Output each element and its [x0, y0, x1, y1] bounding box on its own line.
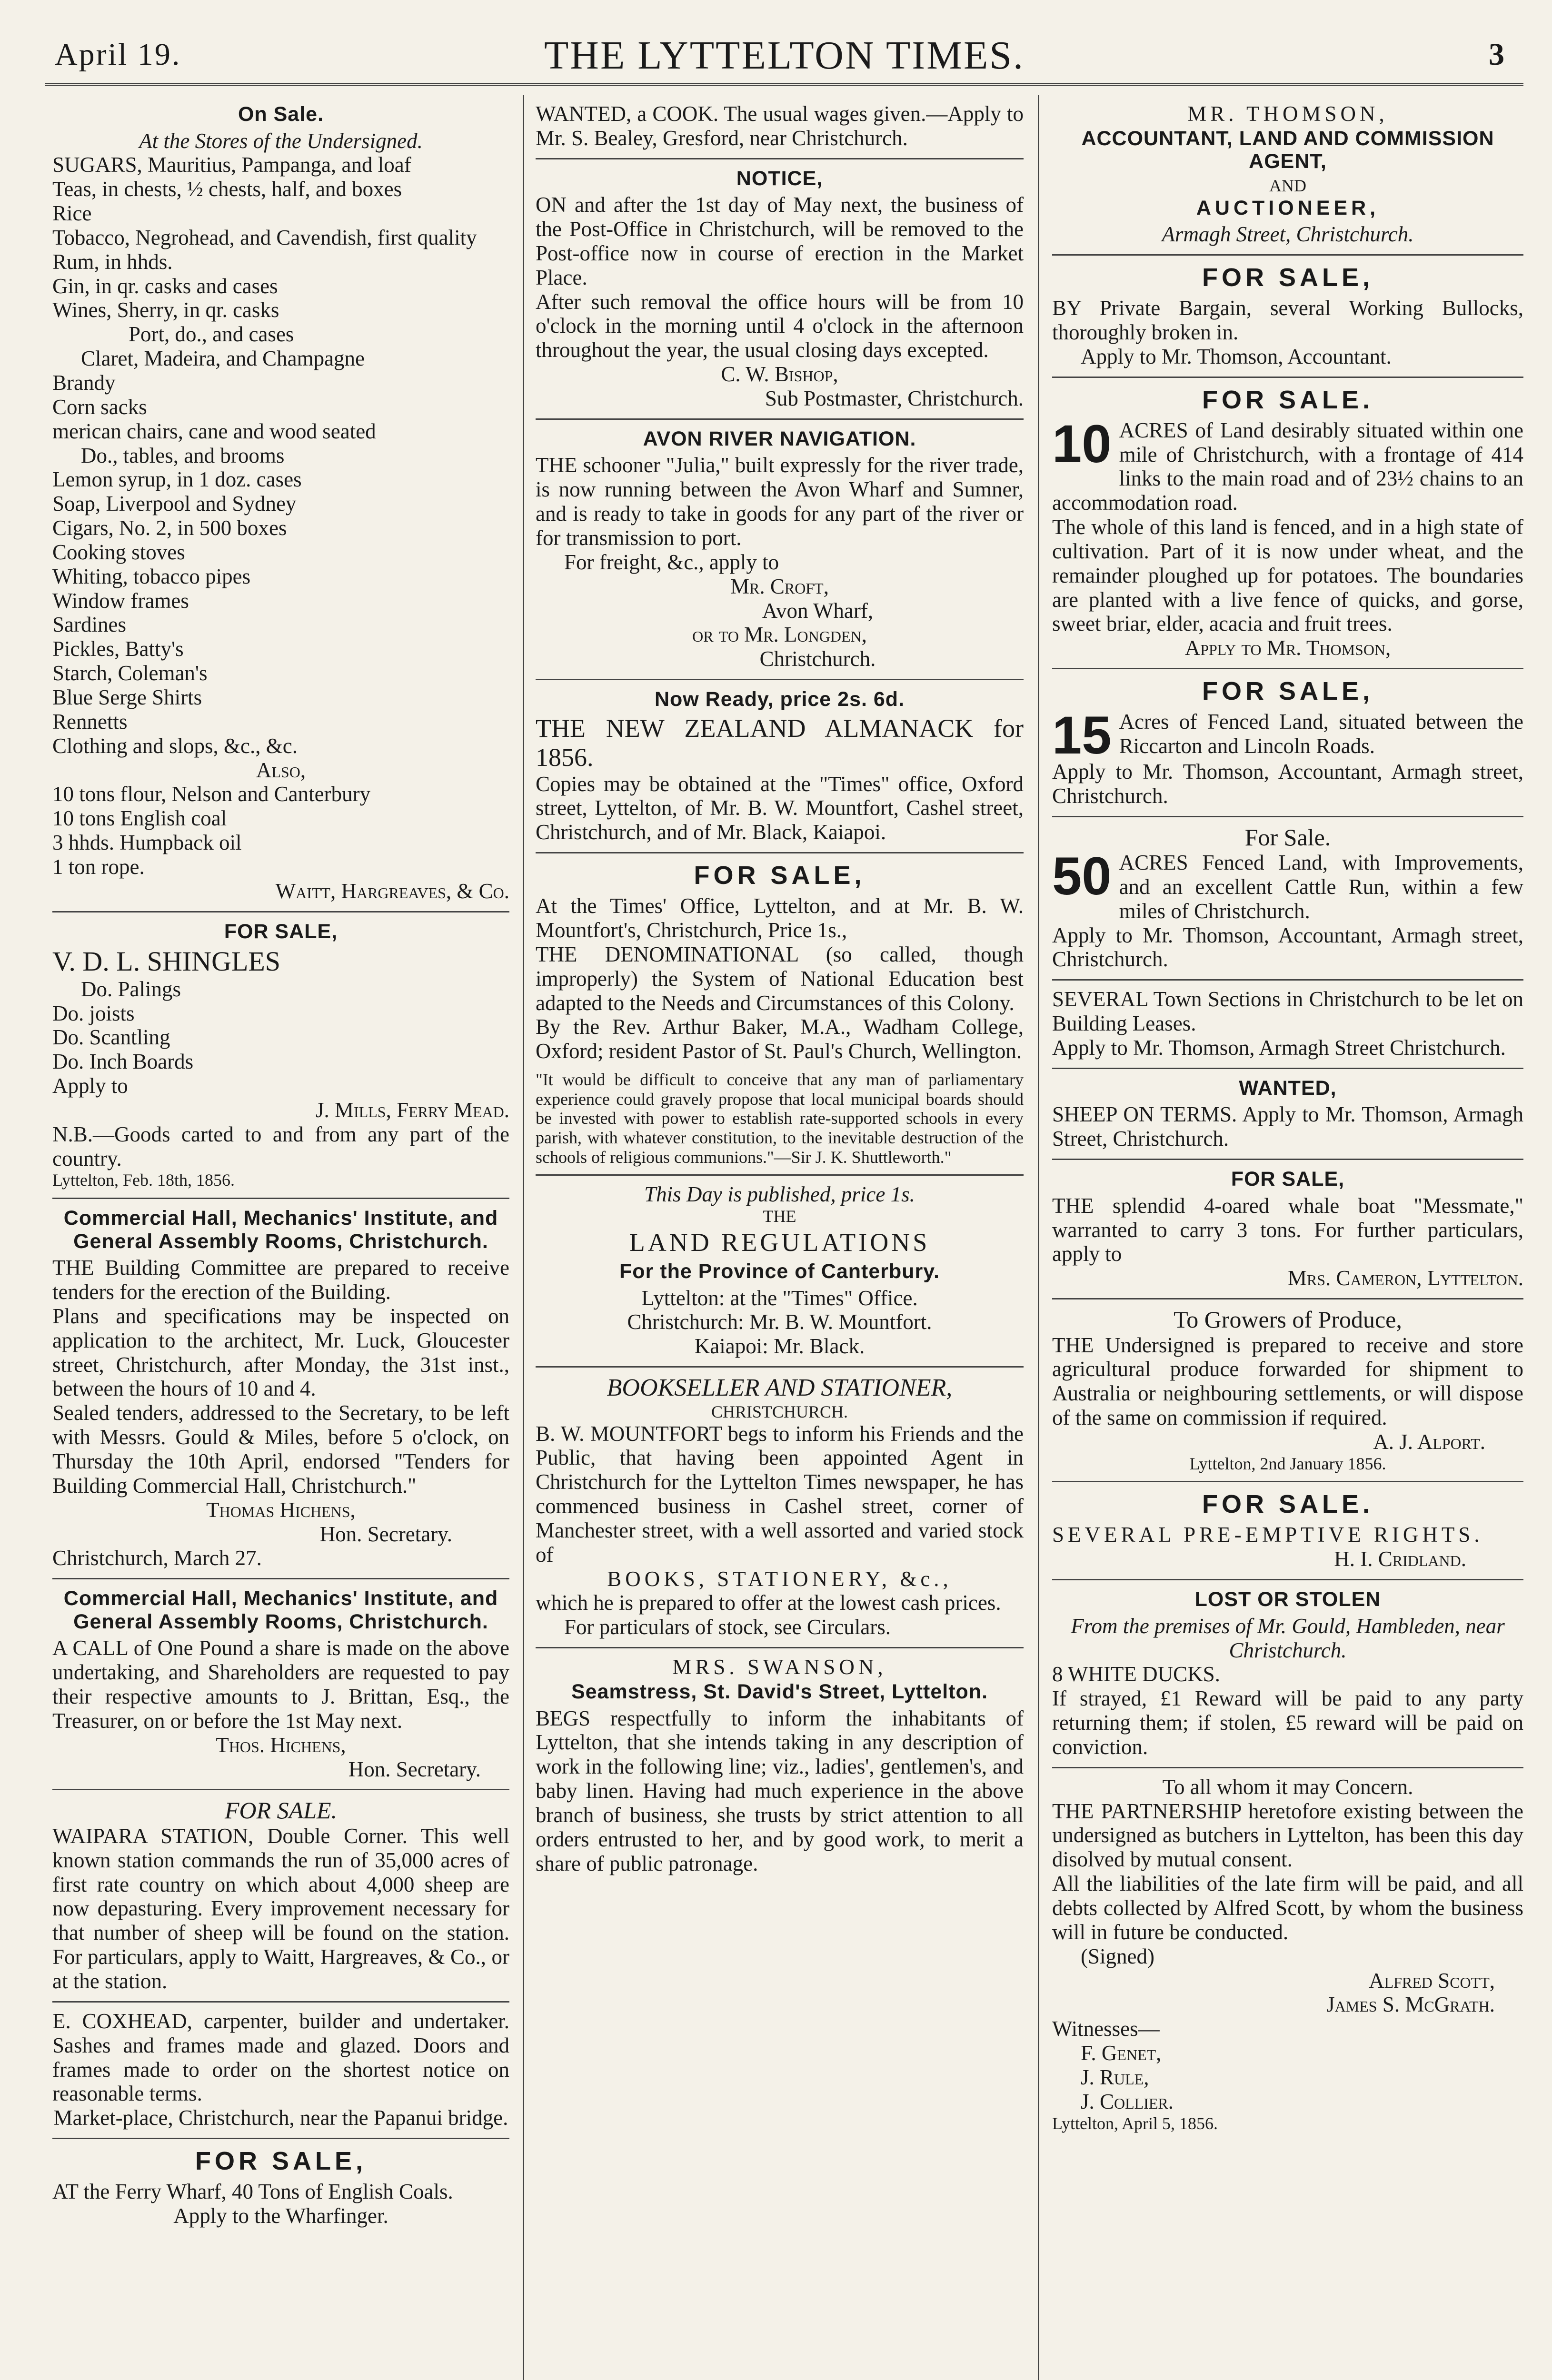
ad-body: THE Undersigned is prepared to receive and store agricultural produce forwarded for shipment to Australia or neighbouring settlements, or will dispose of the same on commission if required. [1052, 1333, 1523, 1430]
newspaper-title: THE LYTTELTON TIMES. [544, 33, 1025, 78]
ad-date: Lyttelton, April 5, 1856. [1052, 2113, 1218, 2133]
list-item: Claret, Madeira, and Champagne [81, 347, 365, 371]
ad-title: Commercial Hall, Mechanics' Institute, and General Assembly Rooms, Christchurch. [63, 1587, 498, 1633]
ad-title: This Day is published, price 1s. [644, 1182, 915, 1207]
list-item: Blue Serge Shirts [52, 685, 202, 709]
list-item: Wines, Sherry, in qr. casks [52, 298, 279, 322]
ad-title: AVON RIVER NAVIGATION. [643, 427, 916, 450]
ad-signature: J. Mills, Ferry Mead. [316, 1098, 509, 1122]
ad-body: BEGS respectfully to inform the inhabitants of Lyttelton, that she intends taking in any description of work in the following line; viz., ladies', gentlemen's, and baby linen. Having had much experience in the above branch of business, she trusts by strict attention to all orders entrusted to her, and by good work, to merit a share of public patronage. [536, 1706, 1024, 1875]
ad-body: Apply to Mr. Thomson, Accountant. [1081, 344, 1392, 368]
ad-coxhead [52, 2003, 509, 2139]
ad-number: 15 [1052, 705, 1112, 765]
ad-title: Commercial Hall, Mechanics' Institute, and General Assembly Rooms, Christchurch. [63, 1207, 498, 1253]
ad-body: Market-place, Christchurch, near the Papanui bridge. [53, 2106, 508, 2130]
ad-contact: Christchurch. [759, 647, 876, 671]
list-item: 1 ton rope. [52, 854, 145, 879]
list-item: Rum, in hhds. [52, 249, 173, 274]
ad-headline: BOOKS, STATIONERY, &c., [607, 1567, 952, 1591]
ad-contact: or to Mr. Longden, [692, 623, 867, 647]
ad-title: FOR SALE, [224, 920, 338, 943]
ad-witness: J. Rule, [1081, 2065, 1149, 2089]
ad-subtitle: ACCOUNTANT, LAND AND COMMISSION AGENT, [1081, 127, 1494, 173]
list-item: Do., tables, and brooms [81, 443, 285, 467]
ad-signature: Thomas Hichens, [206, 1497, 356, 1522]
ad-title: To all whom it may Concern. [1162, 1775, 1413, 1799]
list-item: V. D. L. SHINGLES [52, 946, 281, 977]
list-item: Cooking stoves [52, 540, 185, 564]
ad-subtitle: CHRISTCHURCH. [711, 1402, 848, 1421]
masthead [45, 33, 1523, 81]
list-item: Clothing and slops, &c., &c. [52, 734, 298, 758]
ad-signature: Thos. Hichens, [216, 1733, 346, 1757]
ad-hall-call [52, 1579, 509, 1790]
list-item: Window frames [52, 588, 189, 613]
ad-body: For particulars of stock, see Circulars. [564, 1615, 891, 1639]
list-item: Lemon syrup, in 1 doz. cases [52, 467, 302, 492]
ad-number: 10 [1052, 414, 1112, 474]
ad-signature: H. I. Cridland. [1334, 1547, 1466, 1571]
ad-subtitle: THE [763, 1207, 796, 1226]
list-item: Pickles, Batty's [52, 637, 184, 661]
list-item: 3 hhds. Humpback oil [52, 831, 242, 855]
ad-body: By the Rev. Arthur Baker, M.A., Wadham College, Oxford; resident Pastor of St. Paul's Church, Wellington. [536, 1015, 1024, 1063]
ad-body: Apply to the Wharfinger. [173, 2203, 388, 2228]
ad-ten-acres [1052, 378, 1523, 669]
ad-body: Plans and specifications may be inspected on application to the architect, Mr. Luck, Gloucester street, Christchurch, after Monday, the 31st inst., between the hours of 10 and 4. [52, 1304, 509, 1401]
page-number: 3 [1489, 37, 1504, 72]
ad-body: AT the Ferry Wharf, 40 Tons of English Coals. [52, 2180, 453, 2204]
list-item: Do. Palings [81, 977, 181, 1001]
ad-title: FOR SALE, [694, 861, 866, 890]
ad-body: THE Building Committee are prepared to receive tenders for the erection of the Building. [52, 1256, 509, 1304]
ad-body: THE splendid 4-oared whale boat "Messmate," warranted to carry 3 tons. For further particulars, apply to [1052, 1193, 1523, 1266]
ad-signature: Alfred Scott, [1369, 1968, 1495, 1993]
ad-witness-label: Witnesses— [1052, 2017, 1160, 2041]
ad-town-sections [1052, 981, 1523, 1069]
ad-body: THE schooner "Julia," built expressly for the river trade, is now running between the Avon Wharf and Sumner, and is ready to take in goods for any part of the river or for transmission to port. [536, 453, 1024, 550]
ad-subtitle: Seamstress, St. David's Street, Lyttelton. [571, 1680, 988, 1703]
list-item: Do. joists [52, 1001, 135, 1025]
ad-lost-ducks [1052, 1580, 1523, 1768]
ad-title: FOR SALE. [1202, 385, 1373, 414]
ad-bookseller [536, 1368, 1024, 1648]
ad-partnership [1052, 1768, 1523, 2141]
also-label: Also, [256, 758, 306, 782]
goods-list [52, 153, 509, 758]
ad-pre-emptive-rights [1052, 1482, 1523, 1580]
ad-body: THE DENOMINATIONAL (so called, though improperly) the System of National Education best adapted to the Needs and Circumstances of this Colony. [536, 942, 1024, 1015]
ad-date: Lyttelton, 2nd January 1856. [1189, 1454, 1386, 1473]
ad-signature: James S. McGrath. [1326, 1993, 1495, 2017]
ad-subtitle: AND [1269, 176, 1306, 195]
ad-contact: Mr. Croft, [730, 574, 829, 598]
list-item: Rice [52, 201, 92, 226]
list-item: Soap, Liverpool and Sydney [52, 492, 297, 516]
ad-post-office [536, 159, 1024, 420]
ad-title: MRS. SWANSON, [672, 1655, 887, 1679]
ad-signature: C. W. Bishop, [721, 362, 838, 387]
ad-subtitle: At the Stores of the Undersigned. [139, 129, 423, 153]
column-rule [1038, 95, 1039, 2380]
ad-title: FOR SALE. [224, 1797, 338, 1824]
list-item: Rennetts [52, 709, 128, 734]
ad-body: E. COXHEAD, carpenter, builder and undertaker. Sashes and frames made and glazed. Doors and frames made to order on the shortest notice on reasonable terms. [52, 2009, 509, 2106]
ad-growers-produce [1052, 1299, 1523, 1482]
ad-mrs-swanson [536, 1648, 1024, 1883]
ad-quote: "It would be difficult to conceive that any man of parliamentary experience could gravely propose that local municipal boards should be invested with power to establish rate-supported schools in every parish, with whatever constitution, to the inevitable destruction of the schools of religious communions."—Sir J. K. Shuttleworth." [536, 1070, 1024, 1167]
ad-body: B. W. MOUNTFORT begs to inform his Friends and the Public, that having been appointed Agent in Christchurch for the Lyttelton Times newspaper, he has commenced business in Cashel street, corner of Manchester street, with a well assorted and varied stock of [536, 1421, 1024, 1567]
ad-signature: Waitt, Hargreaves, & Co. [275, 879, 509, 903]
ad-body: Apply to Mr. Thomson, Armagh Street Christchurch. [1052, 1036, 1506, 1060]
ad-title: FOR SALE, [1202, 677, 1373, 706]
list-item: 10 tons English coal [52, 806, 227, 831]
ad-headline: LAND REGULATIONS [629, 1228, 930, 1257]
ad-witness: F. Genet, [1081, 2041, 1162, 2065]
ad-avon-river [536, 420, 1024, 680]
ad-body: WAIPARA STATION, Double Corner. This well known station commands the run of 35,000 acres of first rate country on which about 4,000 sheep are now depasturing. Every improvement necessary for that number of sheep will be found on the station. For particulars, apply to Waitt, Hargreaves, & Co., or at the station. [52, 1824, 509, 1993]
ad-address: Armagh Street, Christchurch. [1162, 222, 1414, 247]
ad-land-regulations [536, 1176, 1024, 1368]
ad-whale-boat [1052, 1160, 1523, 1299]
issue-date: April 19. [55, 37, 181, 72]
ad-contact: Avon Wharf, [762, 598, 874, 623]
ad-body: WANTED, a COOK. The usual wages given.—Apply to Mr. S. Bealey, Gresford, near Christchurch. [536, 102, 1024, 150]
ad-signature: A. J. Alport. [1373, 1429, 1485, 1454]
ad-body: For freight, &c., apply to [564, 550, 779, 574]
ad-body: SEVERAL PRE-EMPTIVE RIGHTS. [1052, 1523, 1483, 1547]
ad-title: To Growers of Produce, [1174, 1306, 1402, 1333]
ad-body: ACRES of Land desirably situated within one mile of Christchurch, with a frontage of 414 links to the main road and of 23½ chains to an accommodation road. [1052, 418, 1523, 515]
list-item: Do. Scantling [52, 1025, 170, 1050]
ad-title: FOR SALE, [1202, 263, 1373, 292]
ad-contact: Kaiapoi: Mr. Black. [694, 1334, 865, 1359]
list-item: merican chairs, cane and wood seated [52, 419, 376, 443]
ad-body: Sealed tenders, addressed to the Secretary, to be left with Messrs. Gould & Miles, before 5 o'clock, on Thursday the 10th April, endorsed "Tenders for Building Commercial Hall, Christchurch." [52, 1401, 509, 1497]
ad-bullocks [1052, 256, 1523, 378]
ad-body: ACRES Fenced Land, with Improvements, and an excellent Cattle Run, within a few miles of Christchurch. [1119, 851, 1523, 923]
ad-body: ON and after the 1st day of May next, the business of the Post-Office in Christchurch, will be removed to the Post-office now in course of erection in the Market Place. [536, 193, 1024, 289]
ad-signed-label: (Signed) [1081, 1944, 1154, 1968]
ad-title: For Sale. [1244, 823, 1331, 851]
ad-date: Lyttelton, Feb. 18th, 1856. [52, 1170, 235, 1190]
ad-title: On Sale. [238, 103, 324, 126]
ad-denominational [536, 853, 1024, 1176]
masthead-rule [45, 83, 1523, 86]
ad-title: FOR SALE. [1202, 1490, 1373, 1519]
ad-note: N.B.—Goods carted to and from any part of the country. [52, 1122, 509, 1170]
list-item: Whiting, tobacco pipes [52, 564, 251, 588]
ad-subtitle: AUCTIONEER, [1196, 196, 1380, 219]
ad-date: Christchurch, March 27. [52, 1546, 262, 1570]
ad-body: 8 WHITE DUCKS. [1052, 1662, 1220, 1686]
ad-fifty-acres [1052, 817, 1523, 981]
ad-signature-title: Sub Postmaster, Christchurch. [765, 387, 1024, 411]
ad-body: All the liabilities of the late firm will be paid, and all debts collected by Alfred Scott, by whom the business will in future be conducted. [1052, 1872, 1523, 1944]
ad-title: FOR SALE, [195, 2147, 367, 2176]
ad-subtitle: For the Province of Canterbury. [619, 1259, 940, 1283]
ad-stores-on-sale [52, 95, 509, 912]
ad-title: LOST OR STOLEN [1194, 1588, 1381, 1611]
list-item: Starch, Coleman's [52, 661, 208, 685]
ad-title: FOR SALE, [1231, 1168, 1345, 1191]
list-item: Apply to [52, 1074, 128, 1098]
ad-body: A CALL of One Pound a share is made on the above undertaking, and Shareholders are requested to pay their respective amounts to J. Brittan, Esq., the Treasurer, on or before the 1st May next. [52, 1636, 509, 1733]
ad-body: After such removal the office hours will be from 10 o'clock in the morning until 4 o'clock in the afternoon throughout the year, the usual closing days excepted. [536, 289, 1024, 362]
list-item: Port, do., and cases [129, 322, 294, 347]
ad-english-coals [52, 2139, 509, 2236]
list-item: Sardines [52, 613, 126, 637]
ad-signature-title: Hon. Secretary. [319, 1522, 452, 1546]
ad-body: SHEEP ON TERMS. Apply to Mr. Thomson, Armagh Street, Christchurch. [1052, 1102, 1523, 1151]
column-middle [536, 95, 1024, 2380]
ad-subtitle: From the premises of Mr. Gould, Hambleden, near Christchurch. [1071, 1614, 1505, 1662]
list-item: 10 tons flour, Nelson and Canterbury [52, 782, 371, 806]
ad-signature: Mrs. Cameron, Lyttelton. [1287, 1266, 1523, 1290]
ad-signature-title: Hon. Secretary. [348, 1757, 481, 1781]
ad-title: BOOKSELLER AND STATIONER, [607, 1374, 953, 1402]
ad-body: THE PARTNERSHIP heretofore existing between the undersigned as butchers in Lyttelton, has been this day disolved by mutual consent. [1052, 1799, 1523, 1872]
ad-hall-tenders [52, 1199, 509, 1579]
list-item: SUGARS, Mauritius, Pampanga, and loaf [52, 153, 411, 177]
list-item: Cigars, No. 2, in 500 boxes [52, 516, 287, 540]
list-item: Brandy [52, 371, 116, 395]
list-item: Gin, in qr. casks and cases [52, 274, 278, 298]
ad-body: Acres of Fenced Land, situated between the Riccarton and Lincoln Roads. [1119, 710, 1523, 758]
ad-sheep [1052, 1069, 1523, 1160]
ad-witness: J. Collier. [1081, 2089, 1174, 2113]
ad-body: The whole of this land is fenced, and in a high state of cultivation. Part of it is now under wheat, and the remainder ploughed up for potatoes. The boundaries are planted with a live fence of quicks, and gorse, sweet briar, elder, acacia and fruit trees. [1052, 515, 1523, 636]
ad-body: Apply to Mr. Thomson, Accountant, Armagh street, Christchurch. [1052, 923, 1523, 972]
ad-headline: THE NEW ZEALAND ALMANACK for 1856. [536, 714, 1024, 772]
column-rule [523, 95, 524, 2380]
ad-mr-thomson [1052, 95, 1523, 256]
ad-body: which he is prepared to offer at the lowest cash prices. [536, 1591, 1001, 1615]
ad-contact: Lyttelton: at the "Times" Office. [641, 1286, 918, 1310]
list-item: Teas, in chests, ½ chests, half, and boxes [52, 177, 402, 201]
list-item: Do. Inch Boards [52, 1050, 194, 1074]
ad-wanted-cook [536, 95, 1024, 159]
ad-title: NOTICE, [736, 167, 823, 190]
ad-body: SEVERAL Town Sections in Christchurch to be let on Building Leases. [1052, 987, 1523, 1036]
ad-title: Now Ready, price 2s. 6d. [654, 688, 905, 711]
ad-fifteen-acres [1052, 669, 1523, 817]
column-left [52, 95, 509, 2380]
ad-body: Copies may be obtained at the "Times" office, Oxford street, Lyttelton, of Mr. B. W. Mountfort, Cashel street, Christchurch, and of Mr. Black, Kaiapoi. [536, 772, 1024, 844]
list-item: Corn sacks [52, 395, 147, 419]
ad-title: WANTED, [1239, 1076, 1337, 1100]
list-item: Tobacco, Negrohead, and Cavendish, first quality [52, 225, 477, 249]
ad-almanack [536, 680, 1024, 853]
ad-number: 50 [1052, 846, 1112, 906]
ad-title: MR. THOMSON, [1187, 102, 1388, 126]
ad-body: At the Times' Office, Lyttelton, and at Mr. B. W. Mountfort's, Christchurch, Price 1s., [536, 894, 1024, 942]
ad-body: Apply to Mr. Thomson, Accountant, Armagh street, Christchurch. [1052, 759, 1523, 808]
column-right [1052, 95, 1523, 2380]
ad-body: BY Private Bargain, several Working Bullocks, thoroughly broken in. [1052, 296, 1523, 344]
ad-contact: Christchurch: Mr. B. W. Mountfort. [627, 1310, 932, 1334]
ad-shingles [52, 912, 509, 1200]
ad-body: If strayed, £1 Reward will be paid to any party returning them; if stolen, £5 reward will be paid on conviction. [1052, 1686, 1523, 1759]
ad-waipara-station [52, 1790, 509, 2002]
ad-contact: Apply to Mr. Thomson, [1184, 636, 1391, 660]
